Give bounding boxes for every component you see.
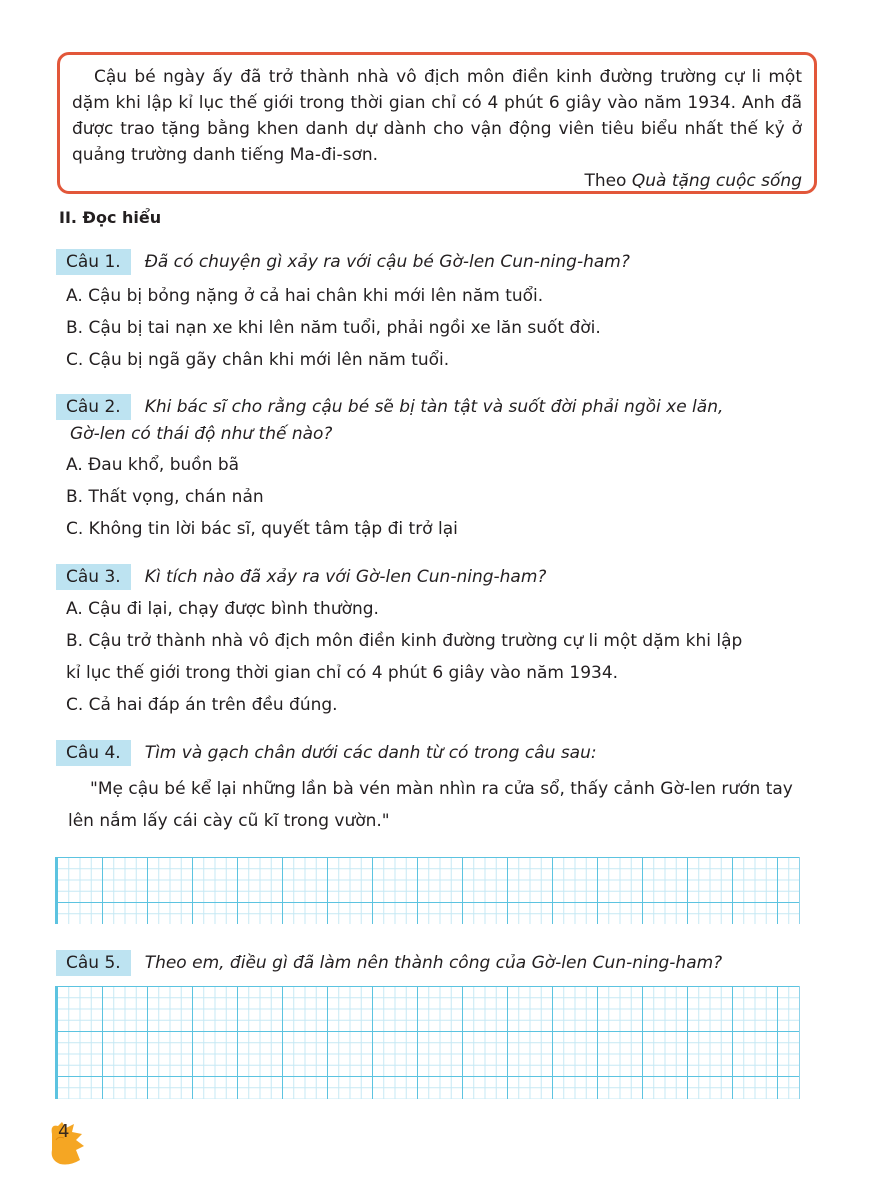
source-title: Quà tặng cuộc sống	[631, 171, 802, 191]
option-a: A. Cậu bị bỏng nặng ở cả hai chân khi mới lên năm tuổi.	[66, 286, 544, 306]
question-2	[56, 394, 816, 545]
option-b: B. Cậu bị tai nạn xe khi lên năm tuổi, phải ngồi xe lăn suốt đời.	[66, 318, 601, 338]
option-c: C. Không tin lời bác sĩ, quyết tâm tập đi trở lại	[66, 519, 458, 539]
option-a: A. Đau khổ, buồn bã	[66, 455, 240, 475]
question-text: Kì tích nào đã xảy ra với Gờ-len Cun-ning-ham?	[144, 567, 547, 587]
answer-grid-2[interactable]	[55, 986, 800, 1099]
question-label: Câu 2.	[56, 394, 131, 420]
question-text: Theo em, điều gì đã làm nên thành công của Gờ-len Cun-ning-ham?	[144, 953, 723, 973]
question-label: Câu 1.	[56, 249, 131, 275]
question-1	[56, 249, 816, 376]
option-b: B. Thất vọng, chán nản	[66, 487, 264, 507]
page-number: 4	[58, 1121, 70, 1142]
section-title: II. Đọc hiểu	[59, 208, 162, 227]
question-4	[56, 740, 816, 837]
question-text: Tìm và gạch chân dưới các danh từ có trong câu sau:	[144, 743, 597, 763]
question-label: Câu 4.	[56, 740, 131, 766]
option-c: C. Cả hai đáp án trên đều đúng.	[66, 695, 338, 715]
question-5	[56, 950, 816, 977]
quoted-sentence: "Mẹ cậu bé kể lại những lần bà vén màn nhìn ra cửa sổ, thấy cảnh Gờ-len rướn tay lên nắm lấy cái cày cũ kĩ trong vườn."	[68, 779, 793, 831]
passage-text: Cậu bé ngày ấy đã trở thành nhà vô địch môn điền kinh đường trường cự li một dặm khi lập kỉ lục thế giới trong thời gian chỉ có 4 phút 6 giây vào năm 1934. Anh đã được trao tặng bằng khen danh dự dành cho vận động viên tiêu biểu nhất thế kỷ ở quảng trường danh tiếng Ma-đi-sơn.	[72, 67, 802, 165]
option-a: A. Cậu đi lại, chạy được bình thường.	[66, 599, 379, 619]
question-text: Khi bác sĩ cho rằng cậu bé sẽ bị tàn tật và suốt đời phải ngồi xe lăn,	[144, 397, 724, 417]
option-c: C. Cậu bị ngã gãy chân khi mới lên năm tuổi.	[66, 350, 450, 370]
passage-source	[72, 168, 802, 194]
question-label: Câu 3.	[56, 564, 131, 590]
question-text: Đã có chuyện gì xảy ra với cậu bé Gờ-len Cun-ning-ham?	[144, 252, 630, 272]
option-b-continued: kỉ lục thế giới trong thời gian chỉ có 4 phút 6 giây vào năm 1934.	[66, 663, 619, 683]
answer-grid-1[interactable]	[55, 857, 800, 924]
question-3	[56, 564, 816, 721]
option-b: B. Cậu trở thành nhà vô địch môn điền kinh đường trường cự li một dặm khi lập	[66, 631, 743, 651]
passage-box	[57, 52, 817, 194]
source-prefix: Theo	[584, 171, 627, 191]
question-text-continued: Gờ-len có thái độ như thế nào?	[70, 424, 333, 444]
question-label: Câu 5.	[56, 950, 131, 976]
